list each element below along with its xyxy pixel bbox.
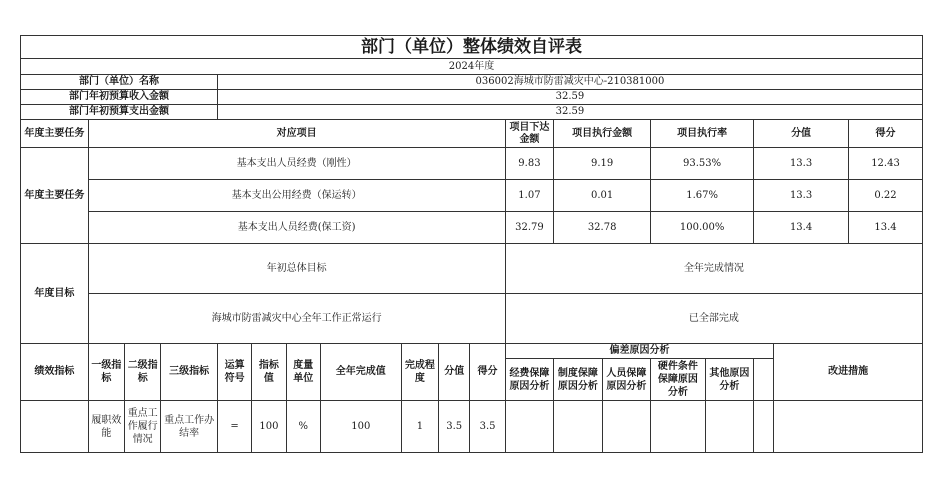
indicators-label: 绩效指标 (21, 344, 89, 401)
tasks-section-label: 年度主要任务 (21, 148, 89, 244)
info-label: 部门（单位）名称 (21, 75, 218, 90)
indicator-improve (774, 401, 923, 453)
col-header-system: 制度保障原因分析 (554, 359, 602, 401)
task-score: 13.4 (849, 212, 923, 244)
task-executed: 32.78 (554, 212, 651, 244)
indicator-degree: 1 (401, 401, 438, 453)
performance-evaluation-sheet (20, 35, 923, 453)
goals-label: 年度目标 (21, 244, 89, 344)
indicator-row-label-cell (21, 401, 89, 453)
col-header-executed: 项目执行金额 (554, 120, 651, 148)
indicator-operator: = (217, 401, 251, 453)
indicator-other (705, 401, 753, 453)
task-issued: 9.83 (505, 148, 553, 180)
indicator-score: 3.5 (470, 401, 505, 453)
task-score-value: 13.4 (754, 212, 849, 244)
tasks-section-header: 年度主要任务 (21, 120, 89, 148)
task-rate: 1.67% (651, 180, 754, 212)
info-value: 32.59 (217, 105, 922, 120)
indicator-score-value: 3.5 (439, 401, 470, 453)
task-project: 基本支出公用经费（保运转） (88, 180, 505, 212)
task-score: 12.43 (849, 148, 923, 180)
task-issued: 1.07 (505, 180, 553, 212)
task-score-value: 13.3 (754, 180, 849, 212)
col-header-level2: 二级指标 (125, 344, 161, 401)
info-value: 32.59 (217, 90, 922, 105)
indicator-hardware (651, 401, 706, 453)
task-project: 基本支出人员经费（刚性） (88, 148, 505, 180)
task-executed: 0.01 (554, 180, 651, 212)
col-header-score-value: 分值 (754, 120, 849, 148)
col-header-project: 对应项目 (88, 120, 505, 148)
col-header-other: 其他原因分析 (705, 359, 753, 401)
goals-complete-header: 全年完成情况 (505, 244, 922, 294)
col-header-deviation: 偏差原因分析 (505, 344, 774, 359)
task-score: 0.22 (849, 180, 923, 212)
indicator-level1: 履职效能 (88, 401, 124, 453)
col-header-issued: 项目下达金额 (505, 120, 553, 148)
col-header-annual: 全年完成值 (320, 344, 401, 401)
col-header-score: 得分 (849, 120, 923, 148)
goals-complete-text: 已全部完成 (505, 294, 922, 344)
empty-cell (754, 359, 774, 401)
indicator-unit: % (286, 401, 320, 453)
info-label: 部门年初预算收入金额 (21, 90, 218, 105)
info-label: 部门年初预算支出金额 (21, 105, 218, 120)
col-header-personnel: 人员保障原因分析 (602, 359, 650, 401)
table-title: 部门（单位）整体绩效自评表 (21, 36, 923, 59)
col-header-level3: 三级指标 (161, 344, 218, 401)
task-issued: 32.79 (505, 212, 553, 244)
indicator-funding (505, 401, 553, 453)
task-project: 基本支出人员经费(保工资) (88, 212, 505, 244)
indicator-level3: 重点工作办结率 (161, 401, 218, 453)
indicator-level2: 重点工作履行情况 (125, 401, 161, 453)
goals-initial-text: 海城市防雷减灾中心全年工作正常运行 (88, 294, 505, 344)
indicator-annual: 100 (320, 401, 401, 453)
year-label: 2024年度 (21, 59, 923, 75)
indicator-personnel (602, 401, 650, 453)
indicator-spacer (754, 401, 774, 453)
col-header-operator: 运算符号 (217, 344, 251, 401)
task-executed: 9.19 (554, 148, 651, 180)
indicator-system (554, 401, 602, 453)
col-header-ind-score: 得分 (470, 344, 505, 401)
col-header-rate: 项目执行率 (651, 120, 754, 148)
task-rate: 100.00% (651, 212, 754, 244)
indicator-target: 100 (252, 401, 286, 453)
col-header-target: 指标值 (252, 344, 286, 401)
col-header-funding: 经费保障原因分析 (505, 359, 553, 401)
info-value: 036002海城市防雷减灾中心-210381000 (217, 75, 922, 90)
col-header-level1: 一级指标 (88, 344, 124, 401)
task-score-value: 13.3 (754, 148, 849, 180)
goals-initial-header: 年初总体目标 (88, 244, 505, 294)
evaluation-table (20, 35, 923, 453)
task-rate: 93.53% (651, 148, 754, 180)
col-header-hardware: 硬件条件保障原因分析 (651, 359, 706, 401)
col-header-improve: 改进措施 (774, 344, 923, 401)
col-header-degree: 完成程度 (401, 344, 438, 401)
col-header-unit: 度量单位 (286, 344, 320, 401)
col-header-ind-score-value: 分值 (439, 344, 470, 401)
